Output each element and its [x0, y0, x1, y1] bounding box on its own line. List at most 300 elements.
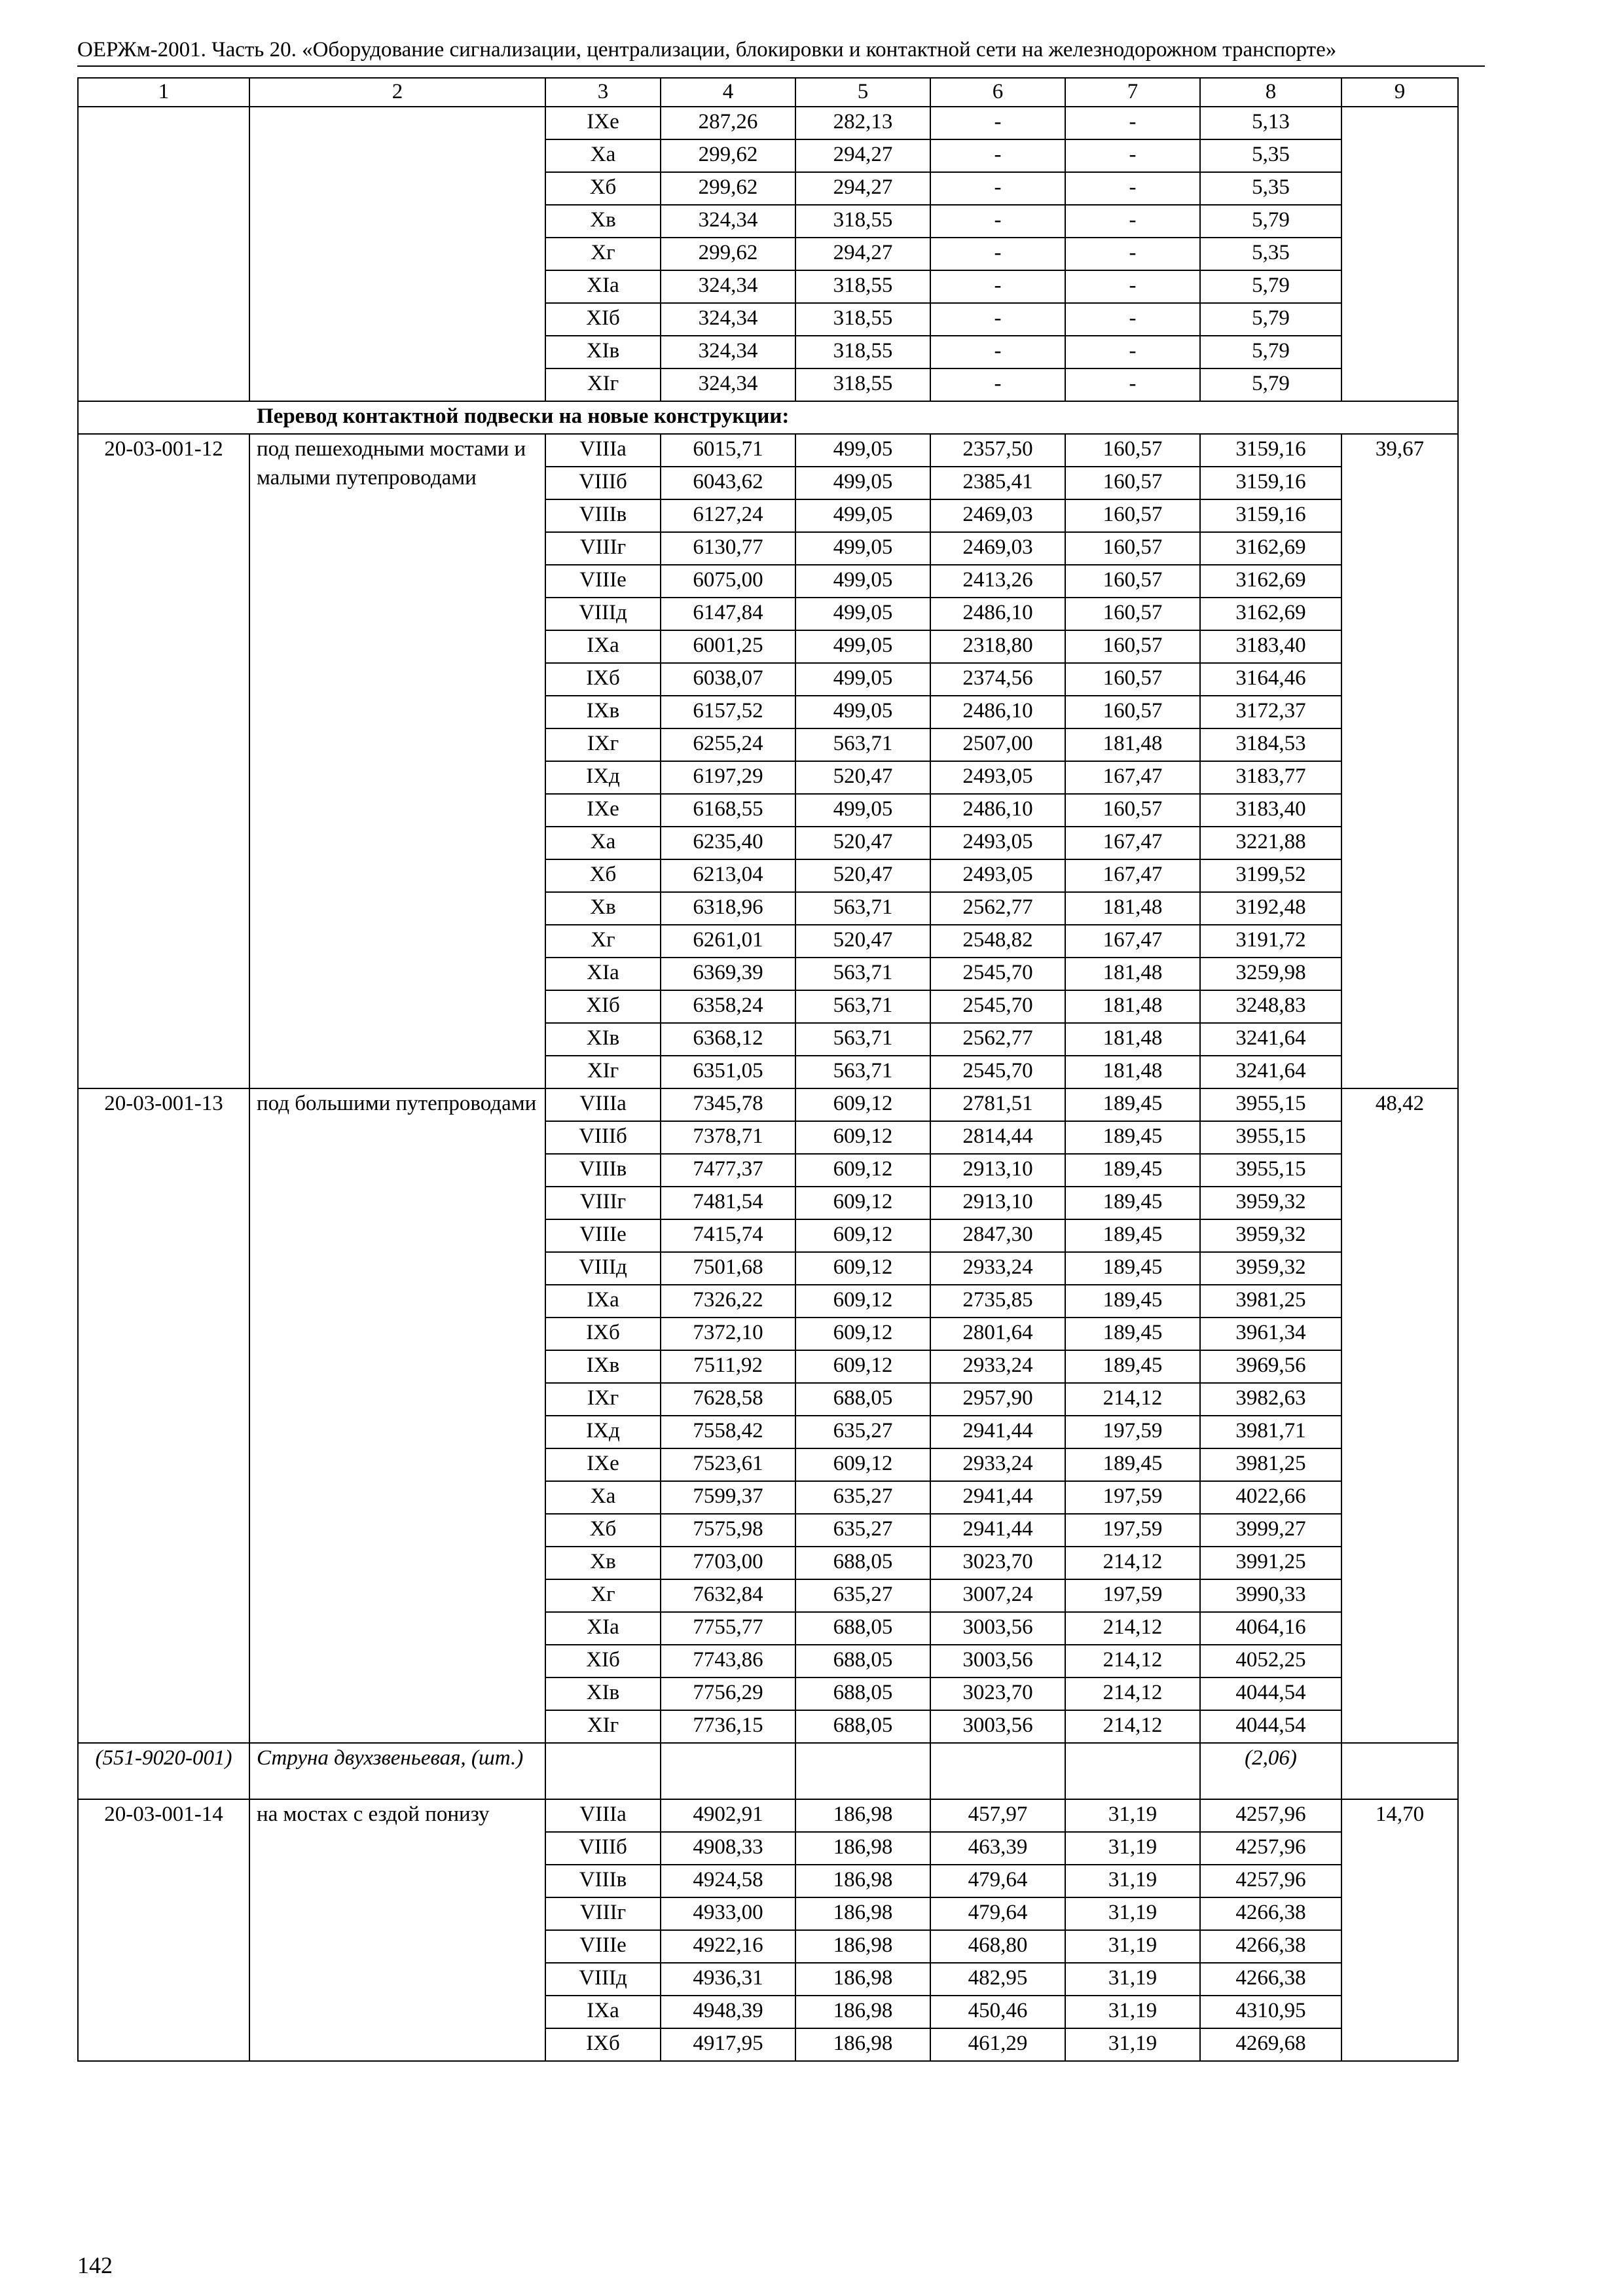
- wages: 186,98: [795, 1963, 930, 1996]
- section-class: VIIIв: [545, 1865, 661, 1897]
- section-class: IXг: [545, 1383, 661, 1416]
- machinist-wages: 197,59: [1065, 1481, 1200, 1514]
- machinist-wages: 214,12: [1065, 1710, 1200, 1743]
- section-class: VIIIб: [545, 1832, 661, 1865]
- machinist-wages: 189,45: [1065, 1187, 1200, 1219]
- machinist-wages: 160,57: [1065, 696, 1200, 728]
- section-class: IXб: [545, 2028, 661, 2061]
- machinist-wages: 189,45: [1065, 1318, 1200, 1350]
- machine-cost: 2562,77: [930, 892, 1065, 925]
- wages: 499,05: [795, 532, 930, 565]
- wages: 563,71: [795, 1056, 930, 1088]
- machinist-wages: 214,12: [1065, 1612, 1200, 1645]
- section-class: VIIIд: [545, 1963, 661, 1996]
- section-class: Xб: [545, 172, 661, 205]
- section-class: XIв: [545, 1677, 661, 1710]
- materials-cost: 3172,37: [1200, 696, 1341, 728]
- wages: 563,71: [795, 1023, 930, 1056]
- materials-cost: 4266,38: [1200, 1963, 1341, 1996]
- materials-cost: 3183,77: [1200, 761, 1341, 794]
- total-cost: 4924,58: [661, 1865, 795, 1897]
- machine-cost: 2545,70: [930, 1056, 1065, 1088]
- machinist-wages: 181,48: [1065, 728, 1200, 761]
- machinist-wages: 167,47: [1065, 761, 1200, 794]
- machine-cost: -: [930, 107, 1065, 139]
- materials-cost: 3981,25: [1200, 1285, 1341, 1318]
- machine-cost: 3003,56: [930, 1710, 1065, 1743]
- wages: 635,27: [795, 1514, 930, 1547]
- wages: 609,12: [795, 1088, 930, 1121]
- machine-cost: 2545,70: [930, 958, 1065, 990]
- machinist-wages: 167,47: [1065, 859, 1200, 892]
- wages: 186,98: [795, 1930, 930, 1963]
- wages: 499,05: [795, 565, 930, 598]
- materials-cost: 3959,32: [1200, 1252, 1341, 1285]
- column-header: 6: [930, 78, 1065, 107]
- wages: 609,12: [795, 1154, 930, 1187]
- machine-cost: 2941,44: [930, 1514, 1065, 1547]
- column-header: 9: [1341, 78, 1458, 107]
- labor-cost: 14,70: [1341, 1799, 1458, 2061]
- section-title: Перевод контактной подвески на новые конструкции:: [78, 401, 1458, 434]
- machinist-wages: -: [1065, 139, 1200, 172]
- materials-cost: 3955,15: [1200, 1154, 1341, 1187]
- section-class: VIIIе: [545, 1219, 661, 1252]
- total-cost: 7345,78: [661, 1088, 795, 1121]
- section-class: Xа: [545, 827, 661, 859]
- materials-cost: 3241,64: [1200, 1056, 1341, 1088]
- section-class: IXе: [545, 794, 661, 827]
- machine-cost: 2548,82: [930, 925, 1065, 958]
- section-class: XIб: [545, 303, 661, 336]
- machinist-wages: 31,19: [1065, 1963, 1200, 1996]
- machinist-wages: -: [1065, 205, 1200, 238]
- machine-cost: 3023,70: [930, 1547, 1065, 1579]
- rate-code: 20-03-001-12: [78, 434, 249, 1088]
- total-cost: 6197,29: [661, 761, 795, 794]
- materials-cost: 4052,25: [1200, 1645, 1341, 1677]
- materials-cost: 4269,68: [1200, 2028, 1341, 2061]
- materials-cost: 3159,16: [1200, 499, 1341, 532]
- total-cost: 4936,31: [661, 1963, 795, 1996]
- machinist-wages: 160,57: [1065, 565, 1200, 598]
- machinist-wages: 167,47: [1065, 827, 1200, 859]
- machine-cost: 2357,50: [930, 434, 1065, 467]
- section-class: VIIIе: [545, 565, 661, 598]
- materials-cost: 3981,25: [1200, 1448, 1341, 1481]
- materials-cost: 4044,54: [1200, 1710, 1341, 1743]
- total-cost: 299,62: [661, 238, 795, 270]
- wages: 520,47: [795, 827, 930, 859]
- materials-cost: 3159,16: [1200, 467, 1341, 499]
- section-class: VIIIа: [545, 434, 661, 467]
- machinist-wages: 214,12: [1065, 1677, 1200, 1710]
- total-cost: 4908,33: [661, 1832, 795, 1865]
- rate-code: 20-03-001-13: [78, 1088, 249, 1743]
- total-cost: 7628,58: [661, 1383, 795, 1416]
- machine-cost: 3003,56: [930, 1612, 1065, 1645]
- table-row: [78, 107, 1458, 139]
- machine-cost: 3023,70: [930, 1677, 1065, 1710]
- section-class: IXа: [545, 1285, 661, 1318]
- materials-cost: 3959,32: [1200, 1219, 1341, 1252]
- table-row: [78, 434, 1458, 467]
- section-class: VIIIв: [545, 1154, 661, 1187]
- total-cost: 7632,84: [661, 1579, 795, 1612]
- section-class: IXв: [545, 696, 661, 728]
- machinist-wages: 31,19: [1065, 1832, 1200, 1865]
- section-class: IXд: [545, 1416, 661, 1448]
- machine-cost: 2413,26: [930, 565, 1065, 598]
- section-class: VIIIг: [545, 1187, 661, 1219]
- section-class: XIв: [545, 336, 661, 368]
- machine-cost: 2318,80: [930, 630, 1065, 663]
- wages: 563,71: [795, 958, 930, 990]
- column-header: 4: [661, 78, 795, 107]
- machinist-wages: 181,48: [1065, 990, 1200, 1023]
- page-number: 142: [77, 2252, 113, 2278]
- section-class: IXб: [545, 1318, 661, 1350]
- wages: 520,47: [795, 859, 930, 892]
- section-class: XIб: [545, 990, 661, 1023]
- machine-cost: 2847,30: [930, 1219, 1065, 1252]
- machine-cost: 2933,24: [930, 1448, 1065, 1481]
- wages: 499,05: [795, 630, 930, 663]
- total-cost: 4922,16: [661, 1930, 795, 1963]
- total-cost: 324,34: [661, 303, 795, 336]
- machine-cost: 450,46: [930, 1996, 1065, 2028]
- column-header: 8: [1200, 78, 1341, 107]
- total-cost: 6318,96: [661, 892, 795, 925]
- machine-cost: 3003,56: [930, 1645, 1065, 1677]
- rate-name: под пешеходными мостами и малыми путепроводами: [249, 434, 545, 1088]
- rate-name: на мостах с ездой понизу: [249, 1799, 545, 2061]
- materials-cost: 3162,69: [1200, 532, 1341, 565]
- machinist-wages: 181,48: [1065, 1056, 1200, 1088]
- wages: 563,71: [795, 990, 930, 1023]
- machinist-wages: 31,19: [1065, 1996, 1200, 2028]
- labor-cost: [1341, 107, 1458, 401]
- machine-cost: 2781,51: [930, 1088, 1065, 1121]
- total-cost: 4902,91: [661, 1799, 795, 1832]
- machinist-wages: 181,48: [1065, 958, 1200, 990]
- section-class: VIIIв: [545, 499, 661, 532]
- machinist-wages: 160,57: [1065, 598, 1200, 630]
- wages: 609,12: [795, 1187, 930, 1219]
- machine-cost: 2493,05: [930, 859, 1065, 892]
- materials-cost: 3259,98: [1200, 958, 1341, 990]
- machine-cost: 2545,70: [930, 990, 1065, 1023]
- machine-cost: 2486,10: [930, 696, 1065, 728]
- empty-cell: [1065, 1743, 1200, 1799]
- total-cost: 6075,00: [661, 565, 795, 598]
- wages: 635,27: [795, 1481, 930, 1514]
- total-cost: 7378,71: [661, 1121, 795, 1154]
- machinist-wages: 160,57: [1065, 467, 1200, 499]
- section-class: Xа: [545, 139, 661, 172]
- wages: 635,27: [795, 1579, 930, 1612]
- section-class: XIа: [545, 1612, 661, 1645]
- header-rule: [77, 65, 1485, 67]
- wages: 294,27: [795, 172, 930, 205]
- wages: 294,27: [795, 238, 930, 270]
- machinist-wages: 160,57: [1065, 663, 1200, 696]
- machine-cost: 479,64: [930, 1865, 1065, 1897]
- machinist-wages: 214,12: [1065, 1383, 1200, 1416]
- section-class: IXе: [545, 1448, 661, 1481]
- total-cost: 4933,00: [661, 1897, 795, 1930]
- wages: 186,98: [795, 2028, 930, 2061]
- total-cost: 7481,54: [661, 1187, 795, 1219]
- total-cost: 6043,62: [661, 467, 795, 499]
- machine-cost: -: [930, 336, 1065, 368]
- total-cost: 6127,24: [661, 499, 795, 532]
- material-name: Струна двухзвеньевая, (шт.): [249, 1743, 545, 1799]
- labor-cost: 48,42: [1341, 1088, 1458, 1743]
- total-cost: 7372,10: [661, 1318, 795, 1350]
- machine-cost: 2941,44: [930, 1416, 1065, 1448]
- materials-cost: 3199,52: [1200, 859, 1341, 892]
- materials-cost: 5,79: [1200, 336, 1341, 368]
- machine-cost: -: [930, 270, 1065, 303]
- wages: 499,05: [795, 434, 930, 467]
- rate-code: 20-03-001-14: [78, 1799, 249, 2061]
- materials-cost: 3221,88: [1200, 827, 1341, 859]
- machinist-wages: 189,45: [1065, 1350, 1200, 1383]
- machine-cost: -: [930, 368, 1065, 401]
- materials-cost: 3982,63: [1200, 1383, 1341, 1416]
- section-row: [78, 401, 1458, 434]
- materials-cost: 3241,64: [1200, 1023, 1341, 1056]
- section-class: VIIIе: [545, 1930, 661, 1963]
- machinist-wages: 189,45: [1065, 1121, 1200, 1154]
- wages: 499,05: [795, 696, 930, 728]
- total-cost: 4917,95: [661, 2028, 795, 2061]
- machine-cost: 2735,85: [930, 1285, 1065, 1318]
- section-class: Xв: [545, 205, 661, 238]
- machine-cost: -: [930, 238, 1065, 270]
- machinist-wages: 214,12: [1065, 1547, 1200, 1579]
- total-cost: 6038,07: [661, 663, 795, 696]
- section-class: XIг: [545, 1056, 661, 1088]
- table-row: [78, 1799, 1458, 1832]
- machinist-wages: 160,57: [1065, 794, 1200, 827]
- machine-cost: 2562,77: [930, 1023, 1065, 1056]
- machine-cost: 2814,44: [930, 1121, 1065, 1154]
- machine-cost: 2385,41: [930, 467, 1065, 499]
- section-class: IXб: [545, 663, 661, 696]
- machinist-wages: -: [1065, 107, 1200, 139]
- machine-cost: 2469,03: [930, 499, 1065, 532]
- empty-cell: [930, 1743, 1065, 1799]
- wages: 318,55: [795, 303, 930, 336]
- wages: 688,05: [795, 1383, 930, 1416]
- materials-cost: 5,13: [1200, 107, 1341, 139]
- materials-cost: 3183,40: [1200, 794, 1341, 827]
- wages: 688,05: [795, 1677, 930, 1710]
- wages: 186,98: [795, 1996, 930, 2028]
- column-header: 1: [78, 78, 249, 107]
- total-cost: 6351,05: [661, 1056, 795, 1088]
- table-body: [78, 78, 1458, 2061]
- machine-cost: 2486,10: [930, 794, 1065, 827]
- wages: 499,05: [795, 499, 930, 532]
- wages: 609,12: [795, 1121, 930, 1154]
- empty-cell: [795, 1743, 930, 1799]
- machine-cost: 2933,24: [930, 1252, 1065, 1285]
- materials-cost: 3159,16: [1200, 434, 1341, 467]
- wages: 186,98: [795, 1799, 930, 1832]
- section-class: XIб: [545, 1645, 661, 1677]
- machine-cost: 2957,90: [930, 1383, 1065, 1416]
- wages: 318,55: [795, 368, 930, 401]
- total-cost: 7501,68: [661, 1252, 795, 1285]
- materials-cost: 5,35: [1200, 172, 1341, 205]
- rate-name: под большими путепроводами: [249, 1088, 545, 1743]
- wages: 563,71: [795, 892, 930, 925]
- materials-cost: 5,35: [1200, 238, 1341, 270]
- total-cost: 6147,84: [661, 598, 795, 630]
- materials-cost: 5,79: [1200, 205, 1341, 238]
- machinist-wages: 197,59: [1065, 1514, 1200, 1547]
- total-cost: 6015,71: [661, 434, 795, 467]
- rate-name: [249, 107, 545, 401]
- materials-cost: 3955,15: [1200, 1088, 1341, 1121]
- total-cost: 6157,52: [661, 696, 795, 728]
- machinist-wages: -: [1065, 238, 1200, 270]
- machine-cost: 463,39: [930, 1832, 1065, 1865]
- total-cost: 324,34: [661, 368, 795, 401]
- total-cost: 7415,74: [661, 1219, 795, 1252]
- machine-cost: 2933,24: [930, 1350, 1065, 1383]
- wages: 318,55: [795, 270, 930, 303]
- total-cost: 7558,42: [661, 1416, 795, 1448]
- machinist-wages: 197,59: [1065, 1579, 1200, 1612]
- total-cost: 6235,40: [661, 827, 795, 859]
- materials-cost: 4266,38: [1200, 1930, 1341, 1963]
- materials-cost: 3162,69: [1200, 598, 1341, 630]
- labor-cost: 39,67: [1341, 434, 1458, 1088]
- wages: 499,05: [795, 598, 930, 630]
- wages: 609,12: [795, 1219, 930, 1252]
- total-cost: 7755,77: [661, 1612, 795, 1645]
- material-quantity: (2,06): [1200, 1743, 1341, 1799]
- wages: 282,13: [795, 107, 930, 139]
- machine-cost: 479,64: [930, 1897, 1065, 1930]
- materials-cost: 3955,15: [1200, 1121, 1341, 1154]
- machinist-wages: 189,45: [1065, 1088, 1200, 1121]
- wages: 520,47: [795, 761, 930, 794]
- machinist-wages: 189,45: [1065, 1448, 1200, 1481]
- column-header: 5: [795, 78, 930, 107]
- machine-cost: 457,97: [930, 1799, 1065, 1832]
- machinist-wages: 31,19: [1065, 1865, 1200, 1897]
- section-class: IXд: [545, 761, 661, 794]
- total-cost: 7511,92: [661, 1350, 795, 1383]
- section-class: Xа: [545, 1481, 661, 1514]
- section-class: XIг: [545, 1710, 661, 1743]
- materials-cost: 3969,56: [1200, 1350, 1341, 1383]
- wages: 688,05: [795, 1645, 930, 1677]
- section-class: Xб: [545, 1514, 661, 1547]
- machinist-wages: -: [1065, 270, 1200, 303]
- machinist-wages: 160,57: [1065, 499, 1200, 532]
- total-cost: 7743,86: [661, 1645, 795, 1677]
- wages: 609,12: [795, 1285, 930, 1318]
- machinist-wages: 31,19: [1065, 1930, 1200, 1963]
- section-class: IXа: [545, 1996, 661, 2028]
- machine-cost: 2469,03: [930, 532, 1065, 565]
- wages: 186,98: [795, 1832, 930, 1865]
- machinist-wages: 197,59: [1065, 1416, 1200, 1448]
- machine-cost: -: [930, 172, 1065, 205]
- section-class: VIIIд: [545, 1252, 661, 1285]
- machine-cost: -: [930, 205, 1065, 238]
- section-class: VIIIб: [545, 467, 661, 499]
- materials-cost: 4266,38: [1200, 1897, 1341, 1930]
- total-cost: 287,26: [661, 107, 795, 139]
- total-cost: 7326,22: [661, 1285, 795, 1318]
- machine-cost: -: [930, 139, 1065, 172]
- section-class: VIIIб: [545, 1121, 661, 1154]
- total-cost: 6168,55: [661, 794, 795, 827]
- column-header-row: [78, 78, 1458, 107]
- machinist-wages: -: [1065, 303, 1200, 336]
- wages: 520,47: [795, 925, 930, 958]
- materials-cost: 4310,95: [1200, 1996, 1341, 2028]
- material-code: (551-9020-001): [78, 1743, 249, 1799]
- wages: 609,12: [795, 1448, 930, 1481]
- machinist-wages: 181,48: [1065, 892, 1200, 925]
- section-class: IXг: [545, 728, 661, 761]
- machine-cost: 468,80: [930, 1930, 1065, 1963]
- materials-cost: 3990,33: [1200, 1579, 1341, 1612]
- total-cost: 7703,00: [661, 1547, 795, 1579]
- wages: 499,05: [795, 794, 930, 827]
- section-class: Xг: [545, 238, 661, 270]
- materials-cost: 3959,32: [1200, 1187, 1341, 1219]
- wages: 609,12: [795, 1318, 930, 1350]
- machine-cost: 2913,10: [930, 1187, 1065, 1219]
- section-class: VIIIа: [545, 1088, 661, 1121]
- machine-cost: 2493,05: [930, 827, 1065, 859]
- materials-cost: 3184,53: [1200, 728, 1341, 761]
- machinist-wages: 167,47: [1065, 925, 1200, 958]
- machinist-wages: 160,57: [1065, 434, 1200, 467]
- machinist-wages: 189,45: [1065, 1252, 1200, 1285]
- materials-cost: 4044,54: [1200, 1677, 1341, 1710]
- wages: 688,05: [795, 1547, 930, 1579]
- materials-cost: 4257,96: [1200, 1832, 1341, 1865]
- materials-cost: 5,79: [1200, 270, 1341, 303]
- machine-cost: 461,29: [930, 2028, 1065, 2061]
- total-cost: 324,34: [661, 270, 795, 303]
- materials-cost: 3991,25: [1200, 1547, 1341, 1579]
- material-row: [78, 1743, 1458, 1799]
- table-row: [78, 1088, 1458, 1121]
- section-class: Xг: [545, 1579, 661, 1612]
- total-cost: 7599,37: [661, 1481, 795, 1514]
- wages: 609,12: [795, 1350, 930, 1383]
- materials-cost: 3164,46: [1200, 663, 1341, 696]
- materials-cost: 3248,83: [1200, 990, 1341, 1023]
- wages: 186,98: [795, 1897, 930, 1930]
- machine-cost: 2941,44: [930, 1481, 1065, 1514]
- total-cost: 6368,12: [661, 1023, 795, 1056]
- machinist-wages: -: [1065, 172, 1200, 205]
- total-cost: 6255,24: [661, 728, 795, 761]
- materials-cost: 3183,40: [1200, 630, 1341, 663]
